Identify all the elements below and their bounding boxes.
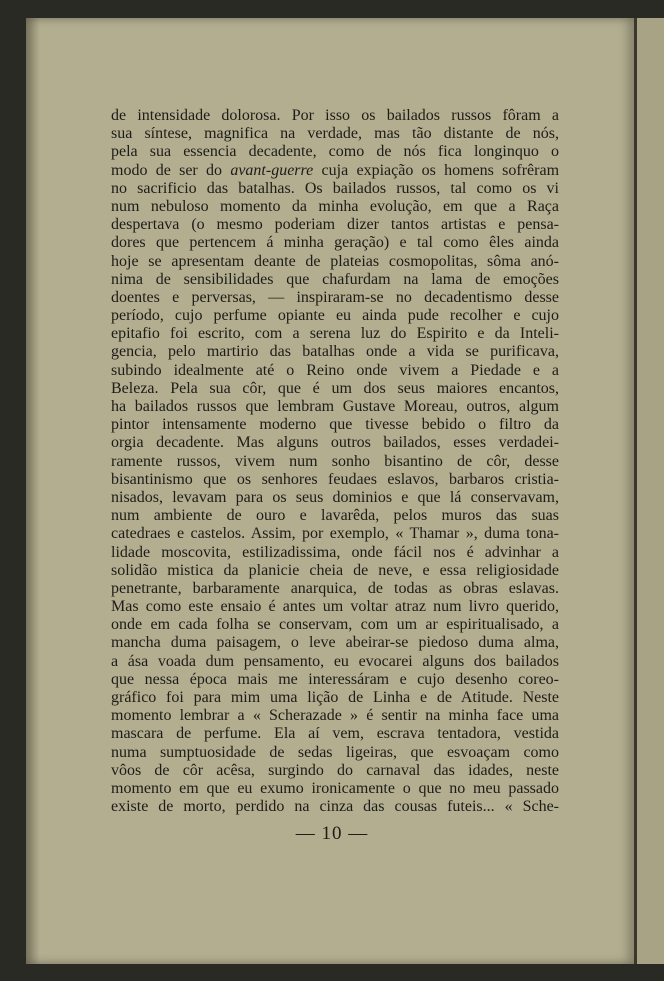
text-line: pintor intensamente moderno que tivesse bebido o filtro da <box>111 416 559 434</box>
text-line: hoje se apresentam deante de plateias cosmopolitas, sôma anó- <box>111 252 559 270</box>
text-line: momento em que eu exumo ironicamente o que no meu passado <box>111 779 559 797</box>
text-line: ha bailados russos que lembram Gustave Moreau, outros, algum <box>111 398 559 415</box>
text-line: Beleza. Pela sua côr, que é um dos seus maiores encantos, <box>111 379 559 397</box>
text-line: gencia, pelo martirio das batalhas onde a vida se purificava, <box>111 343 559 361</box>
text-line: pela sua essencia decadente, como de nós fica longinquo o <box>111 143 559 161</box>
text-line: momento lembrar a « Scherazade » é sentir na minha face uma <box>111 707 559 725</box>
text-line: sua síntese, magnifica na verdade, mas tão distante de nós, <box>111 125 559 143</box>
text-line: que nessa época mais me interessáram e cujo desenho coreo- <box>111 670 559 688</box>
text-line: de intensidade dolorosa. Por isso os bailados russos fôram a <box>111 107 559 124</box>
text-line: modo de ser do avant-guerre cuja expiação os homens sofrêram <box>111 161 560 179</box>
text-line: mancha duma paisagem, o leve abeirar-se piedoso duma alma, <box>111 634 559 652</box>
text-line: vôos de côr acêsa, surgindo do carnaval das idades, neste <box>111 761 559 779</box>
text-line: num nebuloso momento da minha evolução, em que a Raça <box>111 197 559 215</box>
text-line: onde em cada folha se conservam, com um ar espiritualisado, a <box>111 616 559 634</box>
text-line: despertava (o mesmo poderiam dizer tantos artistas e pensa- <box>111 216 559 234</box>
text-line: subindo idealmente até o Reino onde vivem a Piedade e a <box>111 361 559 379</box>
text-line: bisantinismo que os senhores feudaes eslavos, barbaros cristia- <box>111 470 559 488</box>
text-line: Mas como este ensaio é antes um voltar atraz num livro querido, <box>111 598 559 616</box>
text-line: ramente russos, vivem num sonho bisantino de côr, desse <box>111 452 559 470</box>
text-line: catedraes e castelos. Assim, por exemplo, « Thamar », duma tona- <box>111 525 559 543</box>
text-line: nima de sensibilidades que chafurdam na lama de emoções <box>111 270 559 288</box>
text-line: gráfico foi para mim uma lição de Linha e de Atitude. Neste <box>111 689 559 706</box>
text-line: existe de morto, perdido na cinza das cousas futeis... « Sche- <box>111 798 559 816</box>
text-line: dores que pertencem á minha geração) e tal como êles ainda <box>111 234 559 252</box>
text-line: penetrante, barbaramente anarquica, de todas as obras eslavas. <box>111 579 559 597</box>
text-line: nisados, levavam para os seus dominios e que lá conservavam, <box>111 488 559 506</box>
text-line: doentes e perversas, — inspiraram-se no decadentismo desse <box>111 288 559 306</box>
page-number: — 10 — <box>295 823 369 844</box>
text-line: lidade moscovita, estilizadissima, onde fácil nos é advinhar a <box>111 543 559 561</box>
text-line: orgia decadente. Mas alguns outros bailados, esses verdadei- <box>111 434 559 452</box>
text-line: epitafio foi escrito, com a serena luz do Espirito e da Inteli- <box>111 325 559 343</box>
text-line: no sacrificio das batalhas. Os bailados russos, tal como os vi <box>111 179 559 197</box>
text-line: numa sumptuosidade de sedas ligeiras, que esvoaçam como <box>111 743 559 761</box>
text-line: a ása voada dum pensamento, eu evocarei alguns dos bailados <box>111 652 559 670</box>
text-line: mascara de perfume. Ela aí vem, escrava tentadora, vestida <box>111 725 559 743</box>
text-line: num ambiente de ouro e lavarêda, pelos muros das suas <box>111 507 559 525</box>
text-line: solidão mistica da planicie cheia de neve, e essa religiosidade <box>111 561 559 579</box>
body-text <box>111 107 559 816</box>
text-line: período, cujo perfume opiante eu ainda pude recolher e cujo <box>111 307 559 325</box>
